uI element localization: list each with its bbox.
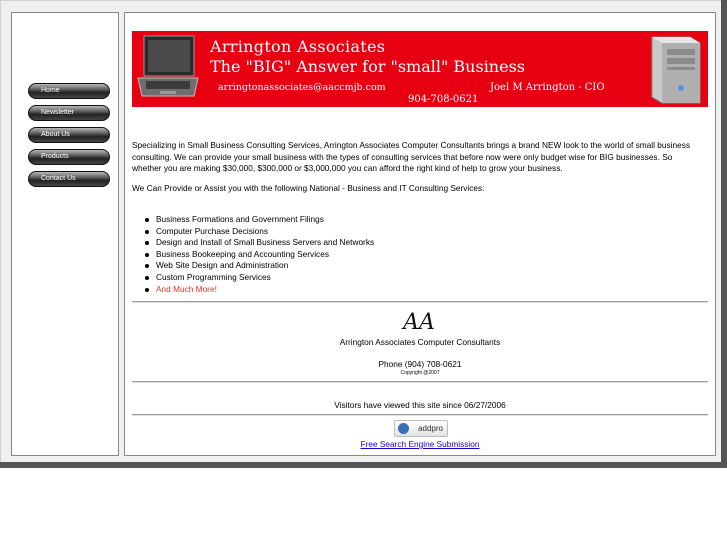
- frame-shadow-right: [721, 0, 727, 468]
- search-engine-submission-link[interactable]: Free Search Engine Submission: [360, 439, 480, 449]
- banner-contact-name: Joel M Arrington - CIO: [490, 82, 605, 93]
- copyright-text: Copyright @2007: [400, 370, 440, 376]
- nav-home-button[interactable]: Home: [28, 83, 110, 99]
- services-list: [145, 214, 374, 295]
- list-item: Custom Programming Services: [145, 272, 374, 284]
- intro-paragraph: Specializing in Small Business Consulting Services, Arrington Associates Computer Consultants brings a brand NEW look to the world of small business consulting. We can provide your small business with the types of consulting services that before now were only budget wise for BIG businesses. So whether you are making $30,000, $300,000 or $3,000,000 you can afford the right kind of help to grow your business.: [132, 140, 690, 174]
- footer-phone: Phone (904) 708-0621: [378, 359, 462, 369]
- divider: [132, 301, 708, 303]
- divider: [132, 414, 708, 416]
- header-banner: [132, 31, 708, 107]
- computer-tower-icon: [642, 33, 704, 105]
- banner-email: arringtonassociates@aaccmjb.com: [218, 82, 386, 93]
- banner-phone: 904-708-0621: [408, 94, 479, 105]
- banner-company-name: Arrington Associates: [210, 37, 386, 56]
- list-item-more: And Much More!: [145, 284, 374, 296]
- visitors-text: Visitors have viewed this site since 06/27/2006: [334, 400, 506, 410]
- sidebar: [11, 12, 119, 456]
- aa-logo: [398, 308, 440, 334]
- nav-newsletter-button[interactable]: Newsletter: [28, 105, 110, 121]
- nav-products-button[interactable]: Products: [28, 149, 110, 165]
- addpro-badge[interactable]: [394, 420, 448, 437]
- addpro-logo-icon: [398, 423, 409, 434]
- laptop-icon: [136, 34, 200, 104]
- divider: [132, 381, 708, 383]
- footer-company-name: Arrington Associates Computer Consultants: [339, 337, 501, 347]
- svg-text:AA: AA: [403, 310, 435, 334]
- list-item: Computer Purchase Decisions: [145, 226, 374, 238]
- list-item: Design and Install of Small Business Servers and Networks: [145, 237, 374, 249]
- list-item: Business Bookeeping and Accounting Services: [145, 249, 374, 261]
- addpro-badge-label: addpro: [418, 424, 443, 433]
- list-item: Business Formations and Government Filings: [145, 214, 374, 226]
- services-heading: We Can Provide or Assist you with the following National - Business and IT Consulting Services:: [132, 183, 485, 193]
- list-item: Web Site Design and Administration: [145, 260, 374, 272]
- nav-contact-us-button[interactable]: Contact Us: [28, 171, 110, 187]
- nav-about-us-button[interactable]: About Us: [28, 127, 110, 143]
- banner-tagline: The "BIG" Answer for "small" Business: [210, 57, 525, 76]
- frame-shadow-bottom: [0, 462, 727, 468]
